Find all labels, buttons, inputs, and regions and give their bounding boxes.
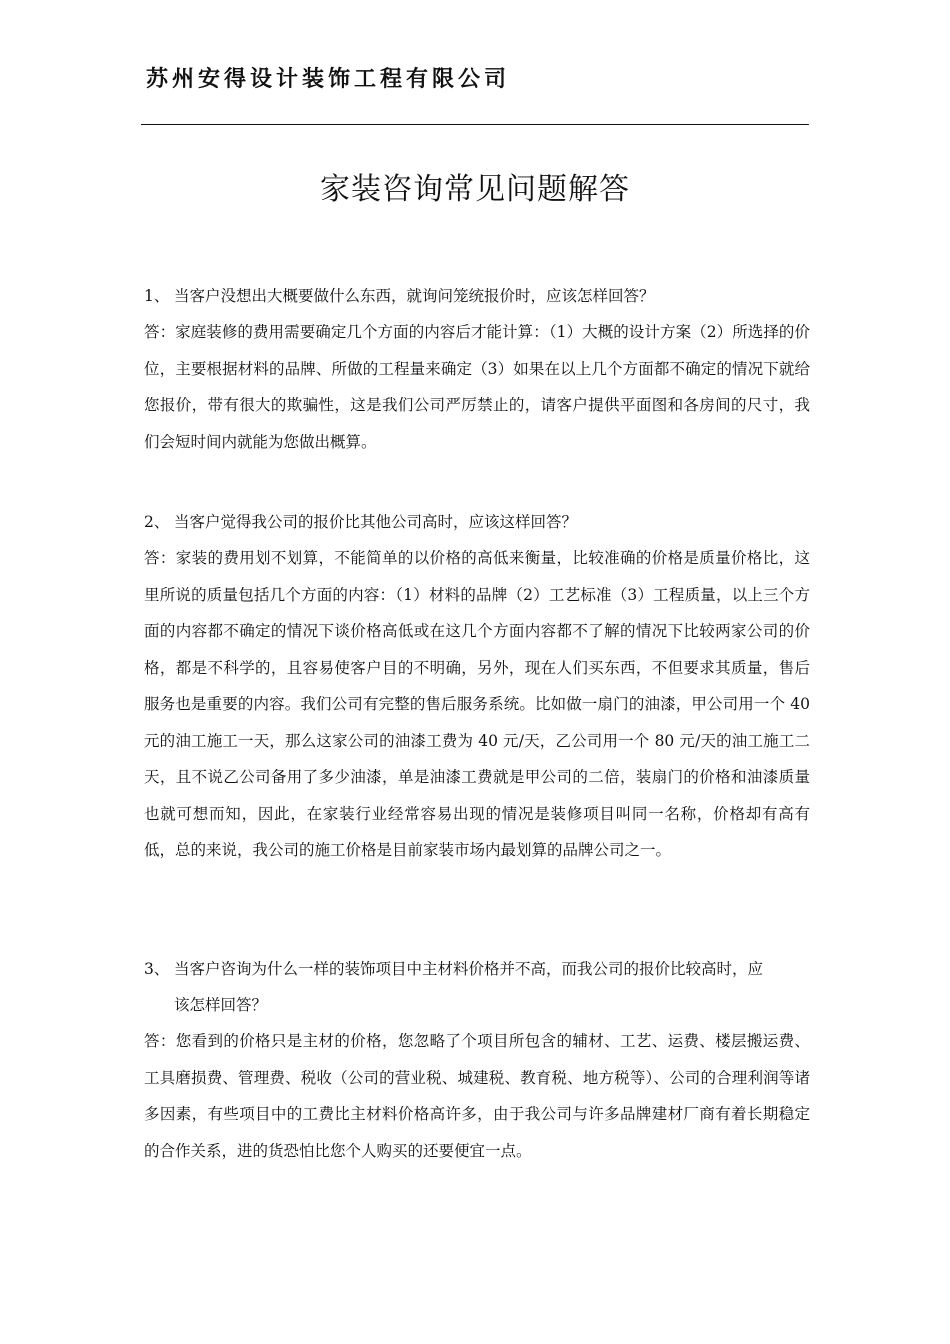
question-number: 3、 (144, 960, 170, 978)
header-divider (141, 124, 809, 125)
question-number: 2、 (144, 513, 170, 531)
document-title: 家装咨询常见问题解答 (320, 172, 630, 207)
question-text-continued: 该怎样回答？ (174, 996, 268, 1014)
company-name: 苏州安得设计装饰工程有限公司 (146, 67, 511, 92)
question-2 (144, 504, 810, 540)
question-text: 当客户咨询为什么一样的装饰项目中主材料价格并不高，而我公司的报价比较高时，应 (174, 960, 764, 978)
answer-2: 答：家装的费用划不划算，不能简单的以价格的高低来衡量，比较准确的价格是质量价格比，这里所说的质量包括几个方面的内容：（1）材料的品牌（2）工艺标准（3）工程质量，以上三个方面的内容都不确定的情况下谈价格高低或在这几个方面内容都不了解的情况下比较两家公司的价格，都是不科学的，且容易使客户目的不明确，另外，现在人们买东西，不但要求其质量，售后服务也是重要的内容。我们公司有完整的售后服务系统。比如做一扇门的油漆，甲公司用一个 40 元的油工施工一天，那么这家公司的油漆工费为 40 元/天，乙公司用一个 80 元/天的油工施工二天，且不说乙公司备用了多少油漆，单是油漆工费就是甲公司的二倍，装扇门的价格和油漆质量也就可想而知，因此，在家装行业经常容易出现的情况是装修项目叫同一名称，价格却有高有低，总的来说，我公司的施工价格是目前家装市场内最划算的品牌公司之一。 (144, 549, 810, 859)
qa-item-3 (144, 951, 810, 1169)
qa-item-2 (144, 504, 810, 869)
answer-3: 答：您看到的价格只是主材的价格，您忽略了个项目所包含的辅材、工艺、运费、楼层搬运费、工具磨损费、管理费、税收（公司的营业税、城建税、教育税、地方税等）、公司的合理利润等诸多因素，有些项目中的工费比主材料价格高许多，由于我公司与许多品牌建材厂商有着长期稳定的合作关系，进的货恐怕比您个人购买的还要便宜一点。 (144, 1032, 810, 1160)
answer-1: 答：家庭装修的费用需要确定几个方面的内容后才能计算：（1）大概的设计方案（2）所选择的价位，主要根据材料的品牌、所做的工程量来确定（3）如果在以上几个方面都不确定的情况下就给您报价，带有很大的欺骗性，这是我们公司严厉禁止的，请客户提供平面图和各房间的尺寸，我们会短时间内就能为您做出概算。 (144, 323, 810, 451)
question-text: 当客户觉得我公司的报价比其他公司高时，应该这样回答？ (174, 513, 578, 531)
question-3 (144, 951, 810, 1023)
question-text: 当客户没想出大概要做什么东西，就询问笼统报价时，应该怎样回答？ (174, 287, 655, 305)
question-1 (144, 278, 810, 314)
question-number: 1、 (144, 287, 170, 305)
qa-item-1 (144, 278, 810, 460)
